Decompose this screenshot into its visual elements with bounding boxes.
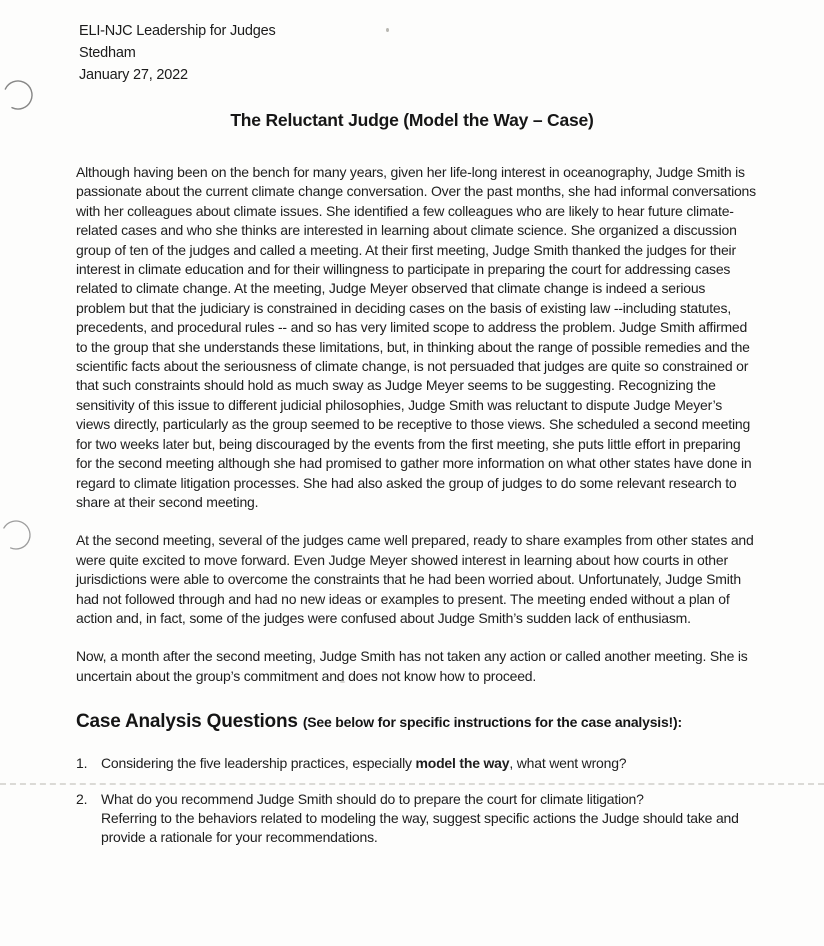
question-item-2 — [76, 790, 756, 848]
header-date: January 27, 2022 — [79, 67, 188, 83]
header-author-name: Stedham — [79, 45, 136, 61]
case-analysis-questions-heading — [76, 710, 756, 734]
question-item-1 — [76, 754, 756, 773]
questions-heading-sub: (See below for specific instructions for the case analysis!): — [302, 714, 682, 731]
document-header — [79, 20, 276, 86]
scan-speck — [386, 28, 389, 32]
question-1-pre: Considering the five leadership practices, especially — [101, 755, 416, 772]
case-paragraph-2: At the second meeting, several of the judges came well prepared, ready to share examples from other states and were quite excited to move forward. Even Judge Meyer showed interest in learning about how courts in other jurisdictions were able to overcome the constraints that he had been worried about. Unfortunately, Judge Smith had not followed through and had no new ideas or examples to present. The meeting ended without a plan of action and, in fact, some of the judges were confused about Judge Smith’s sudden lack of enthusiasm. — [76, 532, 754, 626]
question-2-number: 2. — [76, 790, 88, 807]
question-list — [76, 754, 756, 848]
binder-ring-mark-middle — [0, 518, 38, 554]
question-1-post: , what went wrong? — [509, 755, 627, 772]
header-program-name: ELI-NJC Leadership for Judges — [79, 23, 276, 39]
case-paragraph-1: Although having been on the bench for many years, given her life-long interest in oceanography, Judge Smith is passionate about the current climate change conversation. Over the past months, she had informal conversations with her colleagues about climate issues. She identified a few colleagues who are likely to hear future climate-related cases and who she thinks are interested in learning about climate science. She organized a discussion group of ten of the judges and called a meeting. At their first meeting, Judge Smith thanked the judges for their interest in climate education and for their willingness to participate in preparing the court for addressing cases related to climate change. At the meeting, Judge Meyer observed that climate change is indeed a serious problem but that the judiciary is constrained in deciding cases on the basis of existing law --including statutes, precedents, and procedural rules -- and so has very limited scope to address the problem. Judge Smith affirmed to the group that she understands these limitations, but, in thinking about the range of possible remedies and the scientific facts about the seriousness of climate change, is not persuaded that judges are quite so constrained or that such constraints should hold as much sway as Judge Meyer seems to be suggesting. Recognizing the sensitivity of this issue to different judicial philosophies, Judge Smith was reluctant to dispute Judge Meyer’s views directly, particularly as the group seemed to be receptive to those views. She scheduled a second meeting for two weeks later but, being discouraged by the events from the first meeting, she puts little effort in preparing for the second meeting although she had promised to gather more information on what other states have done in regard to climate litigation processes. She had also asked the group of judges to do some relevant research to share at their second meeting. — [76, 164, 756, 510]
question-1-bold-phrase: model the way — [415, 755, 510, 772]
document-title: The Reluctant Judge (Model the Way – Case) — [230, 110, 594, 130]
question-1-number: 1. — [76, 755, 88, 772]
question-2-text — [101, 790, 756, 848]
question-2-line1: What do you recommend Judge Smith should do to prepare the court for climate litigation? — [101, 790, 644, 807]
question-1-text — [101, 754, 756, 773]
case-paragraph-3: Now, a month after the second meeting, Judge Smith has not taken any action or called another meeting. She is uncertain about the group’s commitment and does not know how to proceed. — [76, 648, 748, 684]
question-2-line2: Referring to the behaviors related to modeling the way, suggest specific actions the Judge should take and provide a rationale for your recommendations. — [101, 809, 739, 846]
document-body — [76, 163, 756, 864]
questions-heading-main: Case Analysis Questions — [76, 711, 303, 733]
